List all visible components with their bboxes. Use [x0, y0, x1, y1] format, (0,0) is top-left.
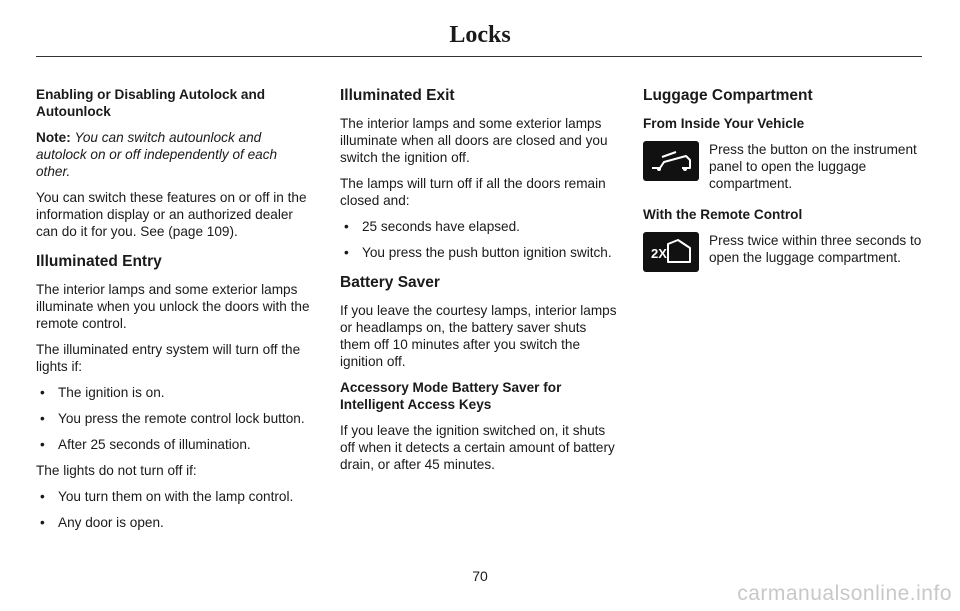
accessory-mode-body: If you leave the ignition switched on, it shuts off when it detects a certain amount of battery drain, or after 45 minutes. [340, 423, 615, 472]
entry-bullet-list [36, 384, 314, 453]
accessory-mode-heading: Accessory Mode Battery Saver for Intelligent Access Keys [340, 380, 562, 412]
remote-control-heading: With the Remote Control [643, 207, 803, 222]
inside-vehicle-text: Press the button on the instrument panel to open the luggage compartment. [709, 142, 917, 191]
battery-saver-heading: Battery Saver [340, 274, 440, 291]
exit-body-1: The interior lamps and some exterior lamps illuminate when all doors are closed and you switch the ignition off. [340, 116, 608, 165]
battery-saver-body: If you leave the courtesy lamps, interior lamps or headlamps on, the battery saver shuts them off 10 minutes after you switch the ignition off. [340, 303, 617, 369]
exit-bullet-list [340, 218, 620, 261]
illuminated-exit-heading: Illuminated Exit [340, 87, 455, 104]
list-item: • The ignition is on. [36, 384, 314, 401]
note-label: Note: [36, 130, 71, 145]
entry-bullet-list-2 [36, 488, 314, 531]
exit-body-2: The lamps will turn off if all the doors remain closed and: [340, 176, 606, 208]
trunk-release-icon [643, 141, 699, 181]
list-item: • You turn them on with the lamp control. [36, 488, 314, 505]
column-right [643, 86, 927, 284]
page-title: Locks [449, 22, 511, 48]
watermark: carmanualsonline.info [737, 582, 952, 605]
page-number: 70 [472, 568, 488, 584]
inside-vehicle-row [643, 141, 927, 192]
remote-icon-label: 2X [651, 246, 667, 261]
autolock-body: You can switch these features on or off in the information display or an authorized dealer can do it for you. See (page 109). [36, 190, 307, 239]
luggage-compartment-heading: Luggage Compartment [643, 87, 813, 104]
note-text: You can switch autounlock and autolock on or off independently of each other. [36, 130, 278, 179]
column-middle [340, 86, 620, 482]
autolock-heading: Enabling or Disabling Autolock and Autounlock [36, 87, 266, 119]
list-item: • You press the push button ignition switch. [340, 244, 620, 261]
inside-vehicle-heading: From Inside Your Vehicle [643, 116, 805, 131]
remote-control-row [643, 232, 927, 272]
note-paragraph [36, 129, 314, 180]
entry-body-1: The interior lamps and some exterior lamps illuminate when you unlock the doors with the remote control. [36, 282, 310, 331]
column-left [36, 86, 314, 540]
remote-control-text: Press twice within three seconds to open the luggage compartment. [709, 233, 922, 265]
entry-body-2: The illuminated entry system will turn off the lights if: [36, 342, 301, 374]
list-item: • You press the remote control lock button. [36, 410, 314, 427]
list-item: • 25 seconds have elapsed. [340, 218, 620, 235]
header-divider [36, 56, 922, 57]
illuminated-entry-heading: Illuminated Entry [36, 253, 162, 270]
entry-body-3: The lights do not turn off if: [36, 463, 197, 478]
list-item: • Any door is open. [36, 514, 314, 531]
remote-trunk-2x-icon [643, 232, 699, 272]
list-item: • After 25 seconds of illumination. [36, 436, 314, 453]
